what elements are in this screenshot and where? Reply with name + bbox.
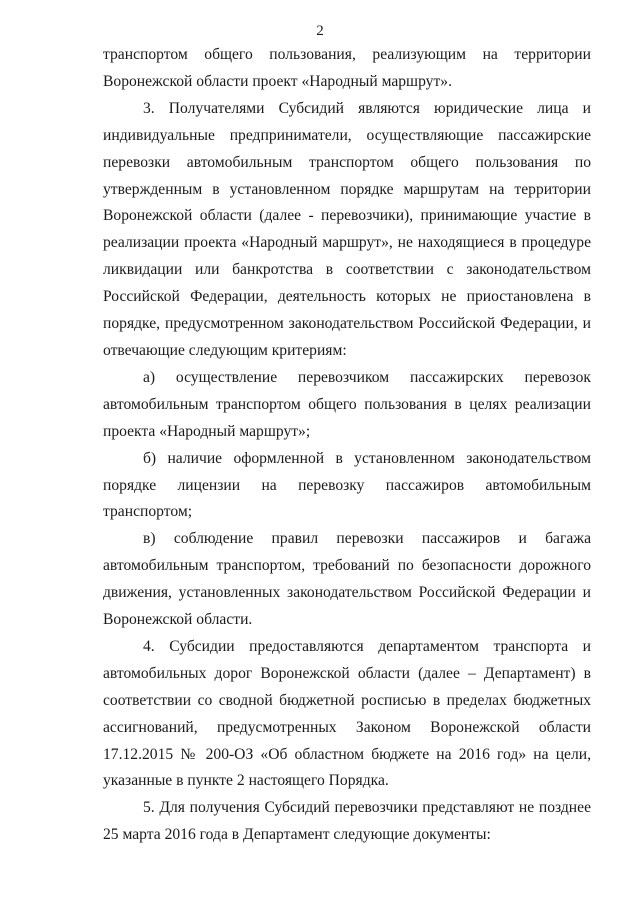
paragraph-continuation: транспортом общего пользования, реализующим на территории Воронежской области проект «Народный маршрут».: [103, 46, 591, 90]
paragraph-item-3: 3. Получателями Субсидий являются юридические лица и индивидуальные предприниматели, осуществляющие пассажирские перевозки автомобильным транспортом общего пользования по утвержденным в установленном порядке маршрутам на территории Воронежской области (далее - перевозчики), принимающие участие в реализации проекта «Народный маршрут», не находящиеся в процедуре ликвидации или банкротства в соответствии с законодательством Российской Федерации, деятельность которых не приостановлена в порядке, предусмотренном законодательством Российской Федерации, и отвечающие следующим критериям:: [103, 99, 591, 359]
document-body: [103, 42, 591, 849]
paragraph-item-4: 4. Субсидии предоставляются департаментом транспорта и автомобильных дорог Воронежской области (далее – Департамент) в соответствии со сводной бюджетной росписью в пределах бюджетных ассигнований, предусмотренных Законом Воронежской области 17.12.2015 № 200-ОЗ «Об областном бюджете на 2016 год» на цели, указанные в пункте 2 настоящего Порядка.: [103, 637, 591, 790]
paragraph-item-5: 5. Для получения Субсидий перевозчики представляют не позднее 25 марта 2016 года в Департамент следующие документы:: [103, 799, 591, 844]
paragraph-criterion-a: а) осуществление перевозчиком пассажирских перевозок автомобильным транспортом общего пользования в целях реализации проекта «Народный маршрут»;: [103, 368, 591, 440]
paragraph-criterion-v: в) соблюдение правил перевозки пассажиров и багажа автомобильным транспортом, требований по безопасности дорожного движения, установленных законодательством Российской Федерации и Воронежской области.: [103, 530, 591, 629]
page-number: 2: [316, 23, 324, 39]
paragraph-criterion-b: б) наличие оформленной в установленном законодательством порядке лицензии на перевозку пассажиров автомобильным транспортом;: [103, 449, 591, 521]
